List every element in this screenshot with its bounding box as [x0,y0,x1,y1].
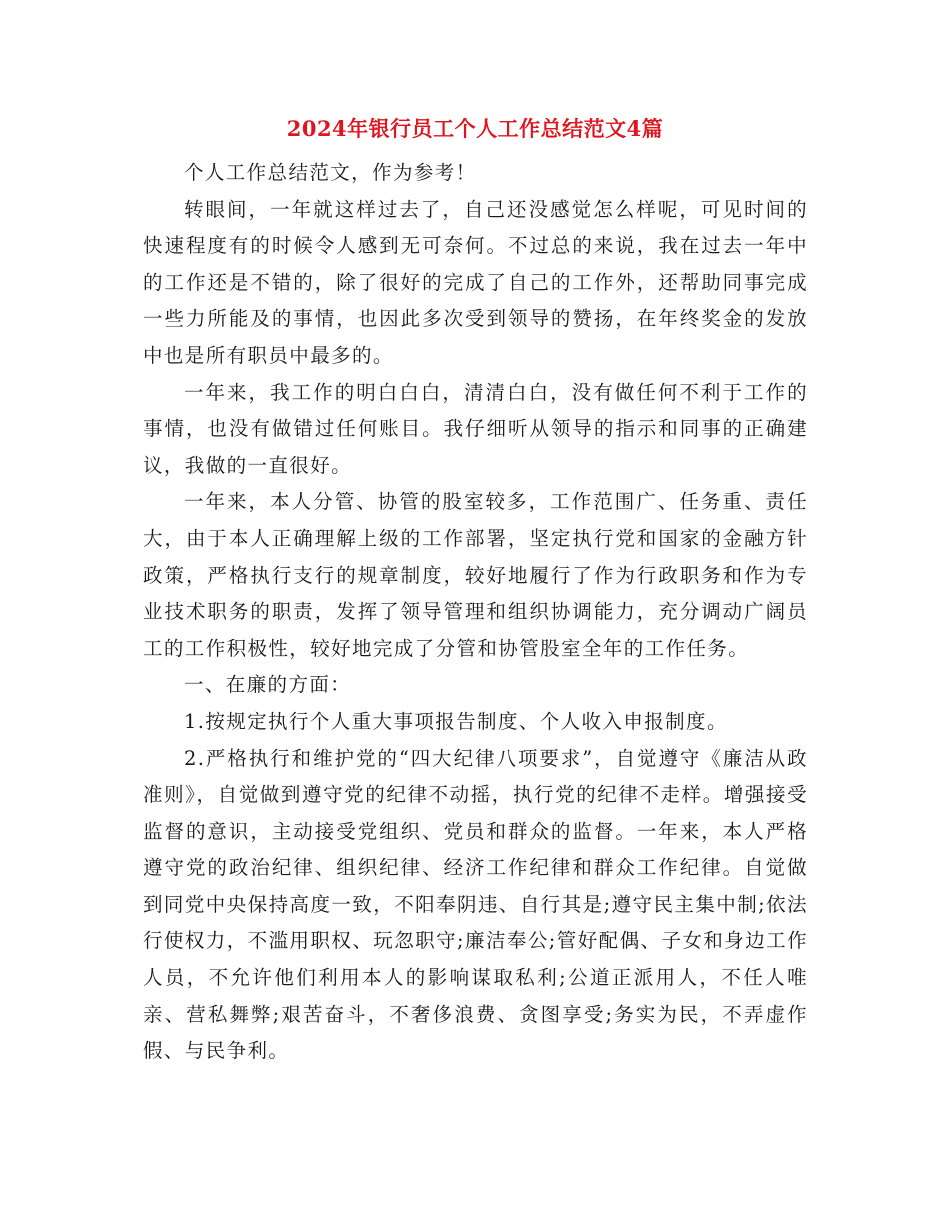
list-item-1: 1.按规定执行个人重大事项报告制度、个人收入申报制度。 [183,709,728,733]
paragraph-year-review: 转眼间，一年就这样过去了，自己还没感觉怎么样呢，可见时间的快速程度有的时候令人感到无可奈何。不过总的来说，我在过去一年中的工作还是不错的，除了很好的完成了自己的工作外，还帮助同事完成一些力所能及的事情，也因此多次受到领导的赞扬，在年终奖金的发放中也是所有职员中最多的。 [143,197,808,367]
document-title: 2024年银行员工个人工作总结范文4篇 [286,116,664,141]
paragraph-responsibilities: 一年来，本人分管、协管的股室较多，工作范围广、任务重、责任大，由于本人正确理解上级的工作部署，坚定执行党和国家的金融方针政策，严格执行支行的规章制度，较好地履行了作为行政职务和作为专业技术职务的职责，发挥了领导管理和组织协调能力，充分调动广阔员工的工作积极性，较好地完成了分管和协管股室全年的工作任务。 [143,490,808,660]
section-heading-integrity: 一、在廉的方面： [183,673,352,697]
paragraph-intro: 个人工作总结范文，作为参考！ [183,161,477,184]
list-item-2: 2.严格执行和维护党的“四大纪律八项要求”，自觉遵守《廉洁从政准则》，自觉做到遵守党的纪律不动摇，执行党的纪律不走样。增强接受监督的意识，主动接受党组织、党员和群众的监督。一年来，本人严格遵守党的政治纪律、组织纪律、经济工作纪律和群众工作纪律。自觉做到同党中央保持高度一致，不阳奉阴违、自行其是;遵守民主集中制;依法行使权力，不滥用职权、玩忽职守;廉洁奉公;管好配偶、子女和身边工作人员，不允许他们利用本人的影响谋取私利;公道正派用人，不任人唯亲、营私舞弊;艰苦奋斗，不奢侈浪费、贪图享受;务实为民，不弄虚作假、与民争利。 [143,746,808,1063]
document-body [143,155,808,1070]
paragraph-work-conduct: 一年来，我工作的明白白白，清清白白，没有做任何不利于工作的事情，也没有做错过任何账目。我仔细听从领导的指示和同事的正确建议，我做的一直很好。 [143,380,808,477]
